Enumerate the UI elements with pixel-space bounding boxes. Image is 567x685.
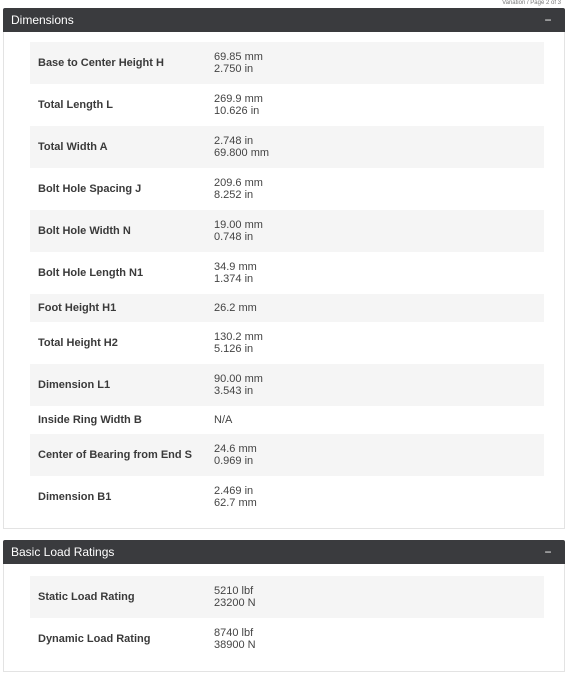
row-value: 62.7 mm: [214, 497, 257, 509]
row-value: 8740 lbf: [214, 627, 254, 639]
row-value: 1.374 in: [214, 273, 254, 285]
row-value: 2.748 in: [214, 135, 254, 147]
row-value: 23200 N: [214, 597, 256, 609]
row-value: 8.252 in: [214, 189, 254, 201]
row-label: Inside Ring Width B: [38, 414, 142, 426]
row-label: Dimension B1: [38, 491, 112, 503]
page-caption: Variation / Page 2 of 3: [502, 0, 561, 6]
row-label: Total Length L: [38, 99, 113, 111]
row-value: 0.969 in: [214, 455, 254, 467]
row-label: Total Height H2: [38, 337, 118, 349]
row-value: 2.750 in: [214, 63, 254, 75]
row-label: Bolt Hole Width N: [38, 225, 131, 237]
table-row: [30, 210, 544, 252]
table-row: [30, 406, 544, 434]
row-label: Bolt Hole Spacing J: [38, 183, 142, 195]
collapse-icon[interactable]: −: [544, 13, 552, 27]
row-value: 38900 N: [214, 639, 256, 651]
table-row: [30, 618, 544, 660]
load-ratings-section-header[interactable]: [3, 540, 565, 564]
row-values: [214, 414, 232, 426]
table-row: [30, 126, 544, 168]
row-value: 0.748 in: [214, 231, 254, 243]
row-value: N/A: [214, 414, 233, 426]
row-values: [214, 93, 263, 117]
dimensions-panel: [3, 32, 565, 529]
row-label: Foot Height H1: [38, 302, 117, 314]
table-row: [30, 576, 544, 618]
row-label: Static Load Rating: [38, 591, 135, 603]
row-value: 3.543 in: [214, 385, 254, 397]
row-values: [214, 485, 257, 509]
row-value: 130.2 mm: [214, 331, 263, 343]
dimensions-title: Dimensions: [11, 13, 74, 27]
table-row: [30, 322, 544, 364]
table-row: [30, 84, 544, 126]
row-label: Dimension L1: [38, 379, 111, 391]
row-values: [214, 51, 263, 75]
table-row: [30, 364, 544, 406]
row-values: [214, 261, 257, 285]
row-value: 269.9 mm: [214, 93, 263, 105]
row-values: [214, 302, 257, 314]
table-row: [30, 252, 544, 294]
row-values: [214, 135, 269, 159]
row-value: 34.9 mm: [214, 261, 257, 273]
row-values: [214, 585, 256, 609]
table-row: [30, 476, 544, 518]
table-row: [30, 42, 544, 84]
row-value: 90.00 mm: [214, 373, 263, 385]
row-label: Total Width A: [38, 141, 108, 153]
collapse-icon[interactable]: −: [544, 545, 552, 559]
row-value: 2.469 in: [214, 485, 254, 497]
row-values: [214, 443, 257, 467]
row-label: Center of Bearing from End S: [38, 449, 193, 461]
row-values: [214, 177, 263, 201]
row-value: 5.126 in: [214, 343, 254, 355]
row-value: 10.626 in: [214, 105, 260, 117]
dimensions-table: [30, 42, 544, 518]
row-label: Base to Center Height H: [38, 57, 164, 69]
load-ratings-panel: [3, 564, 565, 672]
row-value: 24.6 mm: [214, 443, 257, 455]
table-row: [30, 168, 544, 210]
row-value: 26.2 mm: [214, 302, 257, 314]
row-value: 5210 lbf: [214, 585, 254, 597]
row-values: [214, 373, 263, 397]
row-value: 69.85 mm: [214, 51, 263, 63]
load-ratings-title: Basic Load Ratings: [11, 545, 115, 559]
row-values: [214, 331, 263, 355]
load-ratings-table: [30, 576, 544, 660]
row-value: 19.00 mm: [214, 219, 263, 231]
row-value: 69.800 mm: [214, 147, 270, 159]
row-label: Bolt Hole Length N1: [38, 267, 144, 279]
row-value: 209.6 mm: [214, 177, 263, 189]
row-label: Dynamic Load Rating: [38, 633, 151, 645]
table-row: [30, 294, 544, 322]
row-values: [214, 627, 256, 651]
table-row: [30, 434, 544, 476]
row-values: [214, 219, 263, 243]
dimensions-section-header[interactable]: [3, 8, 565, 32]
